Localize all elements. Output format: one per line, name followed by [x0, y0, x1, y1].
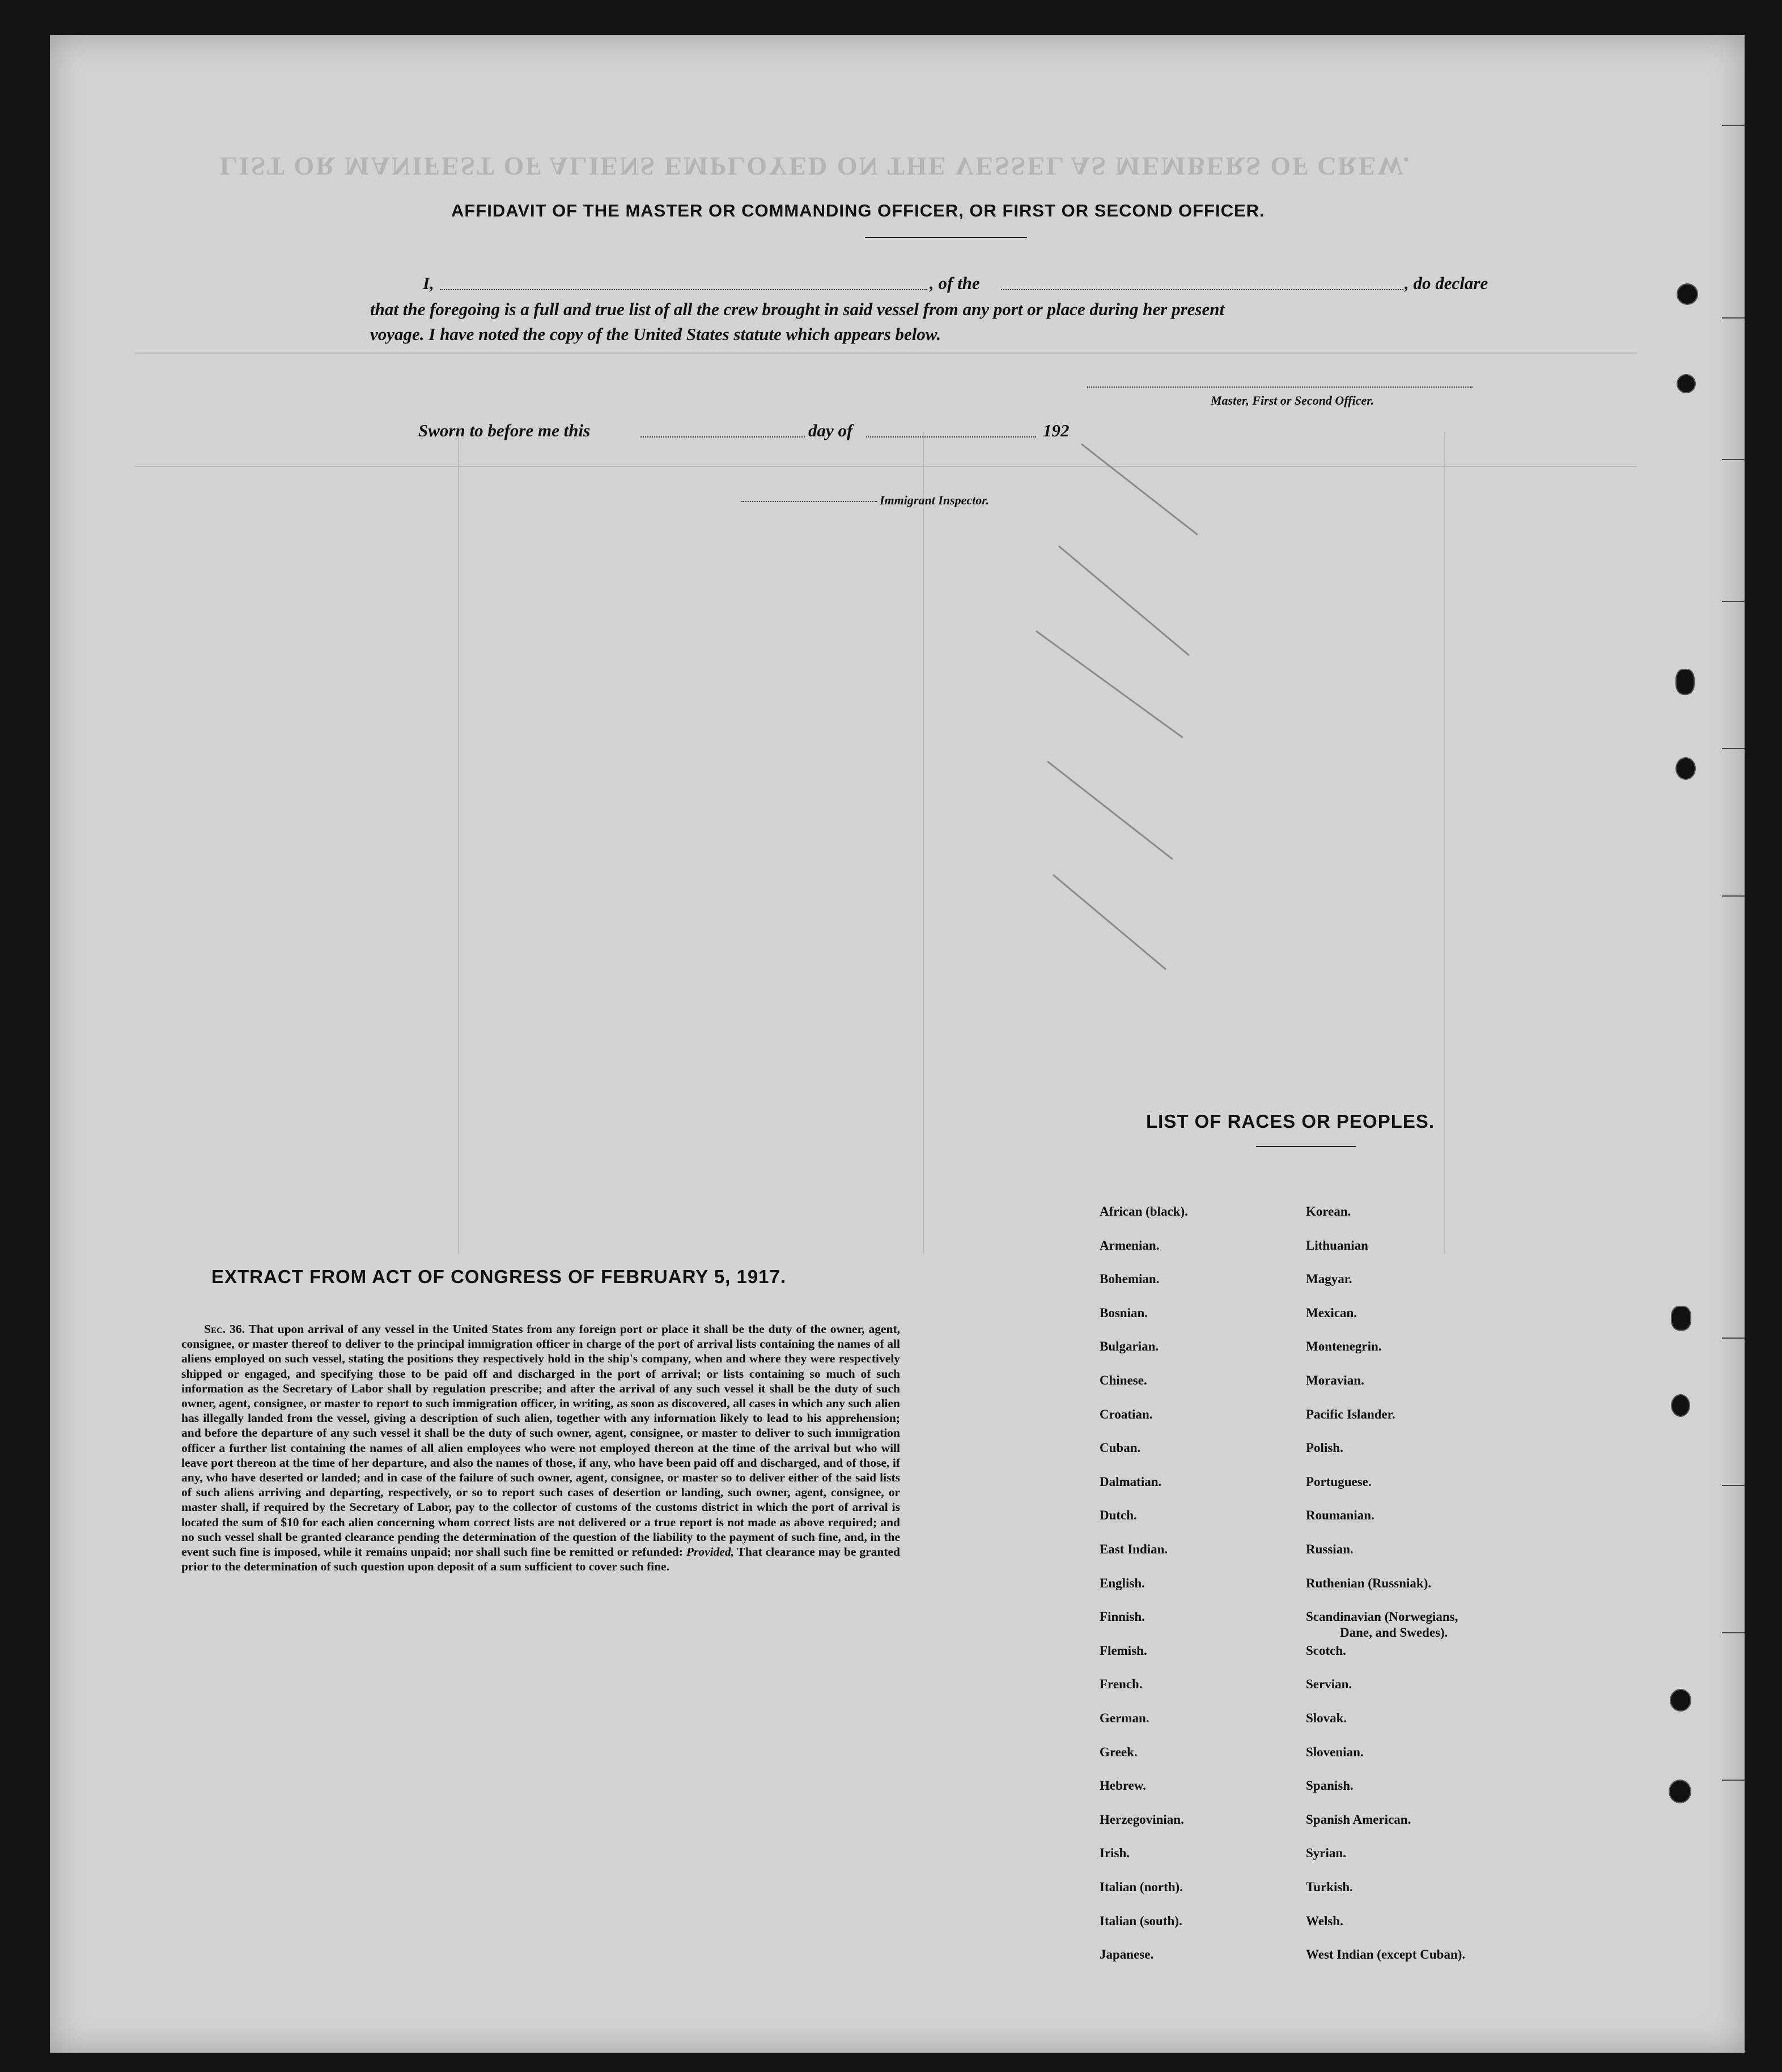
- affidavit-title: AFFIDAVIT OF THE MASTER OR COMMANDING OFFICER, OR FIRST OR SECOND OFFICER.: [451, 201, 1265, 220]
- race-item: Polish.: [1306, 1441, 1343, 1455]
- bleed-through-rule: [135, 466, 1637, 467]
- race-item: East Indian.: [1100, 1542, 1168, 1556]
- race-item: Flemish.: [1100, 1643, 1147, 1658]
- race-item: Cuban.: [1100, 1441, 1141, 1455]
- edge-rule: [1722, 601, 1745, 602]
- of-the-label: , of the: [930, 273, 980, 293]
- race-item: Armenian.: [1100, 1238, 1160, 1252]
- bleed-through-rule: [458, 432, 459, 1254]
- race-item: Scotch.: [1306, 1643, 1346, 1658]
- edge-rule: [1722, 459, 1745, 460]
- race-item: Dutch.: [1100, 1508, 1137, 1523]
- bleed-through-rule: [135, 353, 1637, 354]
- race-item: Italian (north).: [1100, 1880, 1183, 1894]
- race-item: Roumanian.: [1306, 1508, 1374, 1523]
- race-item: Scandinavian (Norwegians,: [1306, 1610, 1458, 1624]
- races-title-underline: [1256, 1146, 1356, 1147]
- race-item: Japanese.: [1100, 1947, 1154, 1962]
- race-item: Bosnian.: [1100, 1305, 1148, 1320]
- race-item: Mexican.: [1306, 1305, 1357, 1320]
- race-item: Portuguese.: [1306, 1474, 1372, 1489]
- race-item: Croatian.: [1100, 1407, 1153, 1421]
- statement-line-1: that the foregoing is a full and true list of all the crew brought in said vessel from any port or place during her present: [370, 299, 1225, 319]
- edge-rule: [1722, 895, 1745, 897]
- extract-text: That upon arrival of any vessel in the United States from any foreign port or place it shall be the duty of the owner, agent, consignee, or master thereof to deliver to the principal immigration officer in charge of the port of arrival lists containing the names of all aliens employed on such vessel, stating the positions they respectively hold in the ship's company, when and where they were respectively shipped or engaged, and specifying those to be paid off and discharged in the port of arrival; or lists containing so much of such information as the Secretary of Labor shall by regulation prescribe; and after the arrival of any such vessel it shall be the duty of such owner, agent, consignee, or master to report to such immigration officer, in writing, as soon as discovered, all cases in which any such alien has illegally landed from the vessel, giving a description of such alien, together with any information likely to lead to his apprehension; and before the departure of any such vessel it shall be the duty of such owner, agent, consignee, or master to deliver to such immigration officer a further list containing the names of all alien employees who were not employed thereon at the time of the arrival but who will leave port thereon at the time of her departure, and also the names of those, if any, who have been paid off and discharged, and of those, if any, who have deserted or landed; and in case of the failure of such owner, agent, consignee, or master so to deliver either of the said lists of such aliens arriving and departing, respectively, or so to report such cases of desertion or landing, such owner, agent, consignee, or master shall, if required by the Secretary of Labor, pay to the collector of customs of the customs district in which the port of arrival is located the sum of $10 for each alien concerning whom correct lists are not delivered or a true report is not made as above required; and no such vessel shall be granted clearance pending the determination of the question of the liability to the payment of such fine, and, in the event such fine is imposed, while it remains unpaid; nor shall such fine be remitted or refunded:: [181, 1322, 900, 1559]
- binder-hole: [1669, 1780, 1691, 1803]
- edge-rule: [1722, 1338, 1745, 1339]
- extract-body: [181, 1322, 900, 1574]
- races-title: LIST OF RACES OR PEOPLES.: [1146, 1111, 1435, 1132]
- race-item: Turkish.: [1306, 1880, 1353, 1894]
- bleed-through-rule: [923, 432, 924, 1254]
- race-item: Slovak.: [1306, 1711, 1347, 1725]
- race-item: Pacific Islander.: [1306, 1407, 1395, 1421]
- race-item: Italian (south).: [1100, 1913, 1182, 1928]
- binder-hole: [1677, 374, 1696, 393]
- race-item: African (black).: [1100, 1204, 1188, 1218]
- binder-hole: [1677, 283, 1698, 305]
- binder-hole: [1671, 1394, 1690, 1417]
- officer-signature-label: Master, First or Second Officer.: [1211, 393, 1374, 407]
- race-item: Moravian.: [1306, 1373, 1364, 1387]
- race-item: Herzegovinian.: [1100, 1812, 1184, 1827]
- race-item: Montenegrin.: [1306, 1339, 1382, 1354]
- bleed-through-header: LIST OR MANIFEST OF ALIENS EMPLOYED ON THE VESSEL AS MEMBERS OF CREW.: [220, 152, 1411, 181]
- extract-text-end: That clearance may be granted prior to the determination of such question upon deposit of a sum sufficient to cover such fine.: [181, 1545, 901, 1574]
- race-item: Irish.: [1100, 1846, 1130, 1861]
- race-item: West Indian (except Cuban).: [1306, 1947, 1466, 1962]
- officer-signature-field[interactable]: [1087, 387, 1473, 388]
- do-declare-label: , do declare: [1405, 273, 1488, 293]
- binder-hole: [1670, 1689, 1691, 1712]
- bleed-through-rule: [1444, 432, 1445, 1254]
- race-item: Bulgarian.: [1100, 1339, 1159, 1354]
- sworn-day-field[interactable]: [640, 436, 805, 438]
- race-item: Russian.: [1306, 1542, 1354, 1556]
- sworn-prefix: Sworn to before me this: [418, 421, 591, 440]
- binder-hole: [1675, 669, 1695, 695]
- race-item: Dane, and Swedes).: [1340, 1625, 1448, 1640]
- title-underline: [865, 237, 1027, 238]
- edge-rule: [1722, 748, 1745, 749]
- binder-hole: [1675, 757, 1696, 780]
- race-item: Korean.: [1306, 1204, 1351, 1218]
- edge-rule: [1722, 1632, 1745, 1633]
- race-item: Dalmatian.: [1100, 1474, 1162, 1489]
- ink-stroke: [1036, 630, 1183, 738]
- race-item: Spanish.: [1306, 1778, 1354, 1793]
- race-item: English.: [1100, 1576, 1145, 1590]
- race-item: Welsh.: [1306, 1913, 1343, 1928]
- ink-stroke: [1081, 443, 1198, 535]
- inspector-signature-field[interactable]: [741, 501, 877, 502]
- declarant-name-field[interactable]: [440, 289, 927, 290]
- edge-rule: [1722, 1485, 1745, 1486]
- race-item: Syrian.: [1306, 1846, 1346, 1861]
- section-label: Sec. 36.: [204, 1322, 245, 1336]
- ink-stroke: [1058, 545, 1190, 656]
- document-page: [50, 35, 1745, 2053]
- race-item: French.: [1100, 1677, 1143, 1692]
- sworn-year: 192: [1043, 421, 1070, 440]
- edge-rule: [1722, 1780, 1745, 1781]
- edge-rule: [1722, 317, 1745, 319]
- race-item: Slovenian.: [1306, 1744, 1364, 1759]
- race-item: German.: [1100, 1711, 1149, 1725]
- race-item: Spanish American.: [1306, 1812, 1411, 1827]
- ink-stroke: [1047, 761, 1173, 860]
- race-item: Magyar.: [1306, 1272, 1352, 1286]
- race-item: Bohemian.: [1100, 1272, 1160, 1286]
- declarant-prefix: I,: [423, 273, 434, 293]
- race-item: Greek.: [1100, 1744, 1138, 1759]
- vessel-name-field[interactable]: [1001, 289, 1403, 290]
- inspector-label: Immigrant Inspector.: [880, 493, 990, 507]
- race-item: Chinese.: [1100, 1373, 1147, 1387]
- race-item: Lithuanian: [1306, 1238, 1368, 1252]
- extract-title: EXTRACT FROM ACT OF CONGRESS OF FEBRUARY 5, 1917.: [211, 1266, 787, 1287]
- statement-line-2: voyage. I have noted the copy of the United States statute which appears below.: [370, 324, 941, 344]
- race-item: Ruthenian (Russniak).: [1306, 1576, 1432, 1590]
- race-item: Finnish.: [1100, 1610, 1145, 1624]
- binder-hole: [1671, 1306, 1691, 1331]
- sworn-day-label: day of: [808, 421, 853, 440]
- edge-rule: [1722, 125, 1745, 126]
- sworn-month-field[interactable]: [866, 436, 1036, 438]
- race-item: Servian.: [1306, 1677, 1352, 1692]
- provided-word: Provided,: [686, 1545, 734, 1559]
- ink-stroke: [1053, 874, 1166, 970]
- race-item: Hebrew.: [1100, 1778, 1146, 1793]
